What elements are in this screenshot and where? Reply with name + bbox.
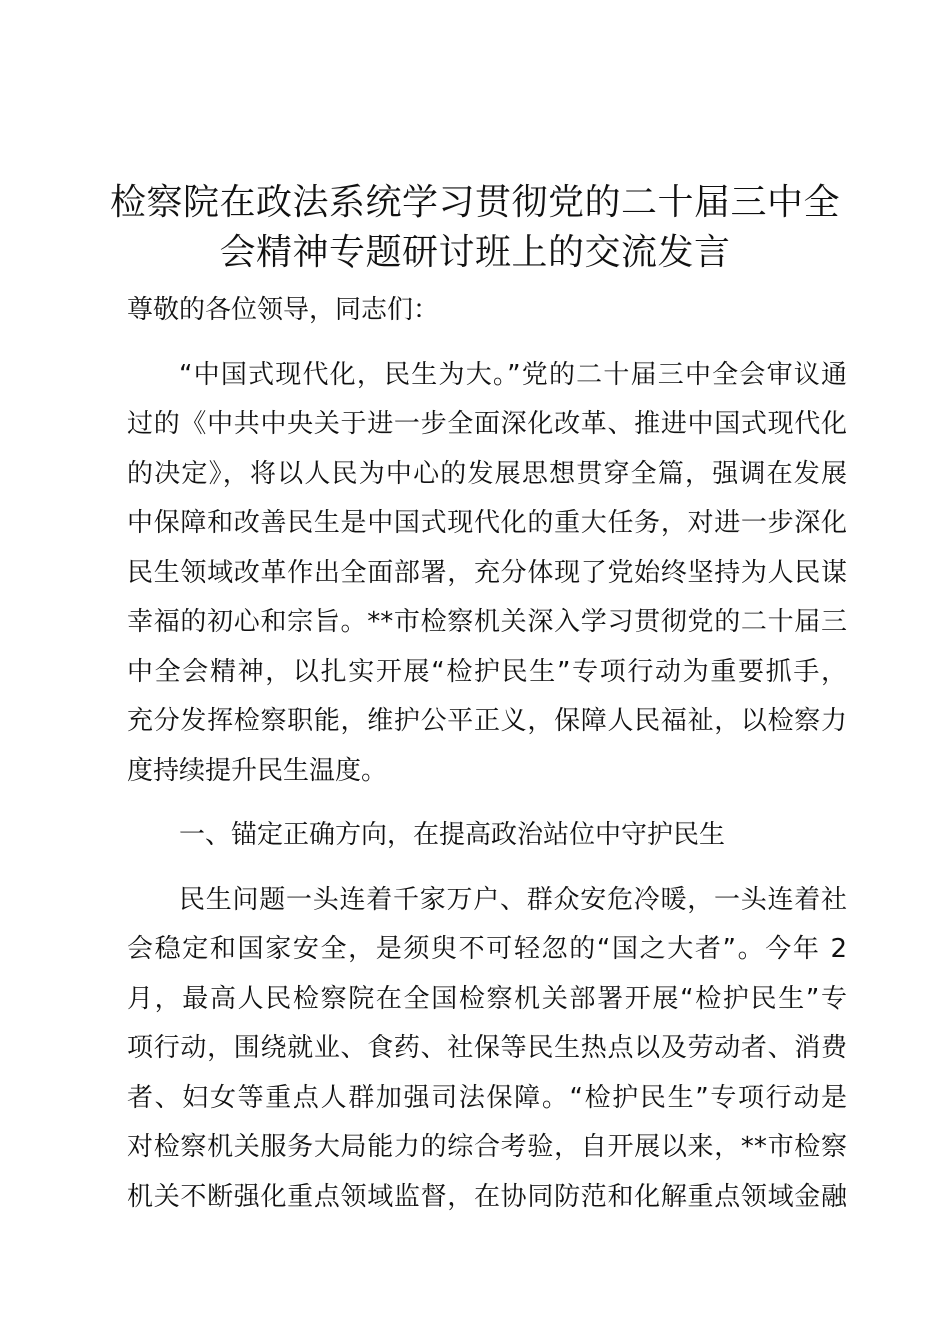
paragraph-line: 机关不断强化重点领域监督，在协同防范和化解重点领域金融 bbox=[127, 1181, 847, 1212]
paragraph-line: 民生问题一头连着千家万户、群众安危冷暖，一头连着社 bbox=[179, 884, 847, 915]
paragraph-line: 充分发挥检察职能，维护公平正义，保障人民福祉，以检察力 bbox=[127, 706, 847, 736]
paragraph-line: 民生领域改革作出全面部署，充分体现了党始终坚持为人民谋 bbox=[127, 557, 847, 588]
paragraph-line: 中保障和改善民生是中国式现代化的重大任务，对进一步深化 bbox=[127, 508, 847, 538]
paragraph-line: 幸福的初心和宗旨。**市检察机关深入学习贯彻党的二十届三 bbox=[127, 607, 847, 637]
document-body bbox=[127, 286, 847, 1237]
paragraph-intro bbox=[127, 351, 847, 797]
salutation: 尊敬的各位领导，同志们： bbox=[127, 295, 440, 325]
paragraph-line: 对检察机关服务大局能力的综合考验，自开展以来，**市检察 bbox=[127, 1132, 847, 1162]
paragraph-line: 月，最高人民检察院在全国检察机关部署开展“检护民生”专 bbox=[127, 983, 847, 1014]
paragraph-line: 项行动，围绕就业、食药、社保等民生热点以及劳动者、消费 bbox=[127, 1033, 847, 1063]
paragraph-line: 者、妇女等重点人群加强司法保障。“检护民生”专项行动是 bbox=[127, 1082, 847, 1113]
paragraph-line: “中国式现代化，民生为大。”党的二十届三中全会审议通 bbox=[179, 359, 847, 390]
paragraph-line: 过的《中共中央关于进一步全面深化改革、推进中国式现代化 bbox=[127, 409, 847, 439]
paragraph-line: 的决定》，将以人民为中心的发展思想贯穿全篇，强调在发展 bbox=[127, 458, 847, 489]
title-line: 会精神专题研讨班上的交流发言 bbox=[219, 232, 731, 273]
paragraph-line: 中全会精神，以扎实开展“检护民生”专项行动为重要抓手， bbox=[127, 656, 847, 687]
paragraph-line: 会稳定和国家安全，是须臾不可轻忽的“国之大者”。今年 2 bbox=[127, 934, 847, 964]
title-line: 检察院在政法系统学习贯彻党的二十届三中全 bbox=[109, 182, 840, 223]
paragraph-line: 度持续提升民生温度。 bbox=[127, 755, 388, 786]
section-heading: 一、锚定正确方向，在提高政治站位中守护民生 bbox=[179, 820, 726, 850]
paragraph-section1 bbox=[127, 876, 847, 1223]
document-title bbox=[60, 178, 890, 278]
